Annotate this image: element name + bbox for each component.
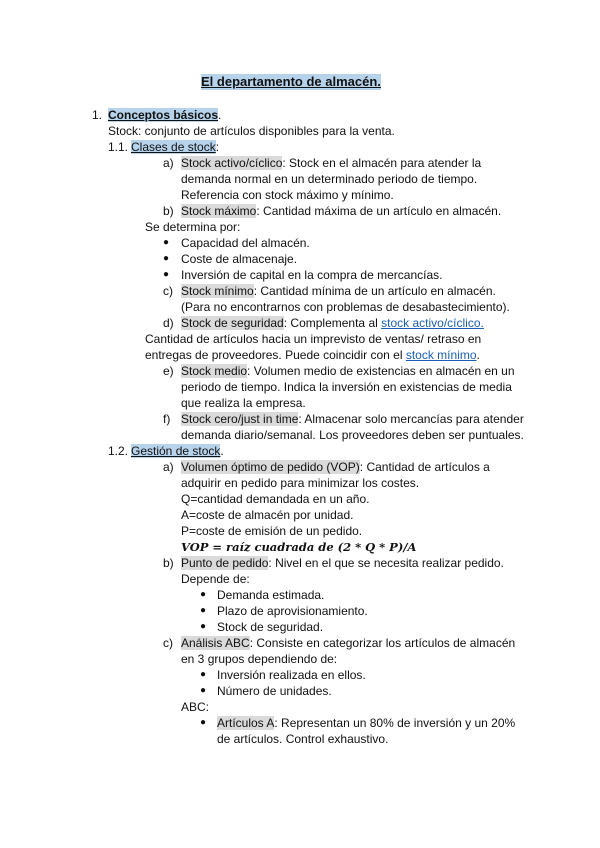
term: Stock cero/just in time <box>181 412 299 426</box>
subsection-number: 1.2. <box>108 444 129 458</box>
list-item-text <box>181 411 524 427</box>
term-desc: : Cantidad mínima de un artículo en almacén. <box>253 284 496 298</box>
term-desc: : Almacenar solo mercancías para atender <box>298 412 524 426</box>
heading-dot: . <box>218 108 222 122</box>
list-item-text <box>181 635 515 651</box>
paragraph-line <box>145 347 480 363</box>
subsection-heading: Clases de stock <box>131 140 216 154</box>
term: Volumen óptimo de pedido (VOP) <box>181 460 360 474</box>
bullet-icon: ● <box>200 685 207 696</box>
paragraph-line: Cantidad de artículos hacia un imprevisto de ventas/ retraso en <box>145 332 482 346</box>
term-desc: : Cantidad máxima de un artículo en almacén. <box>256 204 502 218</box>
list-marker: a) <box>163 156 174 170</box>
list-item-line: Referencia con stock máximo y mínimo. <box>181 188 394 202</box>
list-marker: b) <box>163 556 174 570</box>
list-item-line: que realiza la empresa. <box>181 396 306 410</box>
bullet-item: Demanda estimada. <box>217 588 325 602</box>
term: Stock mínimo <box>181 284 254 298</box>
list-marker: a) <box>163 460 174 474</box>
page-title: El departamento de almacén. <box>201 74 381 89</box>
bullet-icon: ● <box>200 669 207 680</box>
list-item-text <box>181 555 504 571</box>
bullet-item-line: de artículos. Control exhaustivo. <box>217 732 389 746</box>
variable-def: A=coste de almacén por unidad. <box>181 508 354 522</box>
variable-def: Q=cantidad demandada en un año. <box>181 492 370 506</box>
subsection-number: 1.1. <box>108 140 129 154</box>
bullet-icon: ● <box>163 237 170 248</box>
bullet-icon: ● <box>200 717 207 728</box>
subsection-heading-row <box>131 139 219 155</box>
list-marker: d) <box>163 316 174 330</box>
bullet-item: Número de unidades. <box>217 684 332 698</box>
bullet-icon: ● <box>163 253 170 264</box>
list-item-line: demanda normal en un determinado periodo de tiempo. <box>181 172 478 186</box>
list-item-text <box>181 283 496 299</box>
term-desc: : Representan un 80% de inversión y un 20% <box>274 716 516 730</box>
paragraph-line: ABC: <box>181 700 210 714</box>
list-marker: e) <box>163 364 174 378</box>
list-marker: c) <box>163 284 173 298</box>
stock-activo-link[interactable]: stock activo/cíclico <box>381 316 481 330</box>
term: Análisis ABC <box>181 636 250 650</box>
term-desc: : Complementa al <box>283 316 382 330</box>
term-desc: : Cantidad de artículos a <box>359 460 490 474</box>
subsection-heading: Gestión de stock <box>131 444 221 458</box>
bullet-icon: ● <box>200 621 207 632</box>
list-item-text <box>181 203 501 219</box>
list-marker: f) <box>163 412 171 426</box>
list-item-text <box>181 459 490 475</box>
bullet-item: Inversión de capital en la compra de mercancías. <box>181 268 443 282</box>
list-item-text <box>181 155 481 171</box>
list-item-line: (Para no encontrarnos con problemas de desabastecimiento). <box>181 300 510 314</box>
list-item-text <box>181 363 515 379</box>
section-heading-row <box>108 107 221 123</box>
list-item-line: periodo de tiempo. Indica la inversión en existencias de media <box>181 380 512 394</box>
list-marker: b) <box>163 204 174 218</box>
heading-dot: . <box>220 444 224 458</box>
bullet-item <box>217 715 515 731</box>
term: Stock de seguridad <box>181 316 284 330</box>
paragraph-line: Se determina por: <box>145 220 241 234</box>
list-marker: c) <box>163 636 173 650</box>
bullet-item: Inversión realizada en ellos. <box>217 668 366 682</box>
term: Punto de pedido <box>181 556 269 570</box>
term: Stock activo/cíclico <box>181 156 283 170</box>
list-item-line: demanda diario/semanal. Los proveedores deben ser puntuales. <box>181 428 524 442</box>
variable-def: P=coste de emisión de un pedido. <box>181 524 363 538</box>
list-item-text <box>181 315 484 331</box>
term: Stock máximo <box>181 204 257 218</box>
paragraph-dot: . <box>476 348 480 362</box>
term-desc: : Stock en el almacén para atender la <box>282 156 482 170</box>
term: Artículos A <box>217 716 275 730</box>
subsection-heading-row <box>131 443 224 459</box>
paragraph-text: entregas de proveedores. Puede coincidir con el <box>145 348 406 362</box>
bullet-icon: ● <box>200 605 207 616</box>
stock-minimo-link[interactable]: stock mínimo <box>405 348 477 362</box>
term-desc: : Nivel en el que se necesita realizar pedido. <box>268 556 504 570</box>
list-item-line: en 3 grupos dependiendo de: <box>181 652 338 666</box>
bullet-icon: ● <box>163 269 170 280</box>
term-desc: : Volumen medio de existencias en almacén en un <box>247 364 515 378</box>
stock-definition: Stock: conjunto de artículos disponibles para la venta. <box>108 124 395 138</box>
term: Stock medio <box>181 364 248 378</box>
vop-formula: VOP = raíz cuadrada de (2 * Q * P)/A <box>181 540 417 554</box>
link-dot: . <box>480 316 484 330</box>
bullet-item: Plazo de aprovisionamiento. <box>217 604 368 618</box>
list-item-line: Depende de: <box>181 572 250 586</box>
section-number: 1. <box>92 108 103 122</box>
bullet-item: Stock de seguridad. <box>217 620 324 634</box>
bullet-icon: ● <box>200 589 207 600</box>
section-heading: Conceptos básicos <box>108 108 219 122</box>
heading-colon: : <box>215 140 220 154</box>
bullet-item: Capacidad del almacén. <box>181 236 310 250</box>
list-item-line: adquirir en pedido para minimizar los costes. <box>181 476 420 490</box>
bullet-item: Coste de almacenaje. <box>181 252 298 266</box>
term-desc: : Consiste en categorizar los artículos de almacén <box>249 636 516 650</box>
